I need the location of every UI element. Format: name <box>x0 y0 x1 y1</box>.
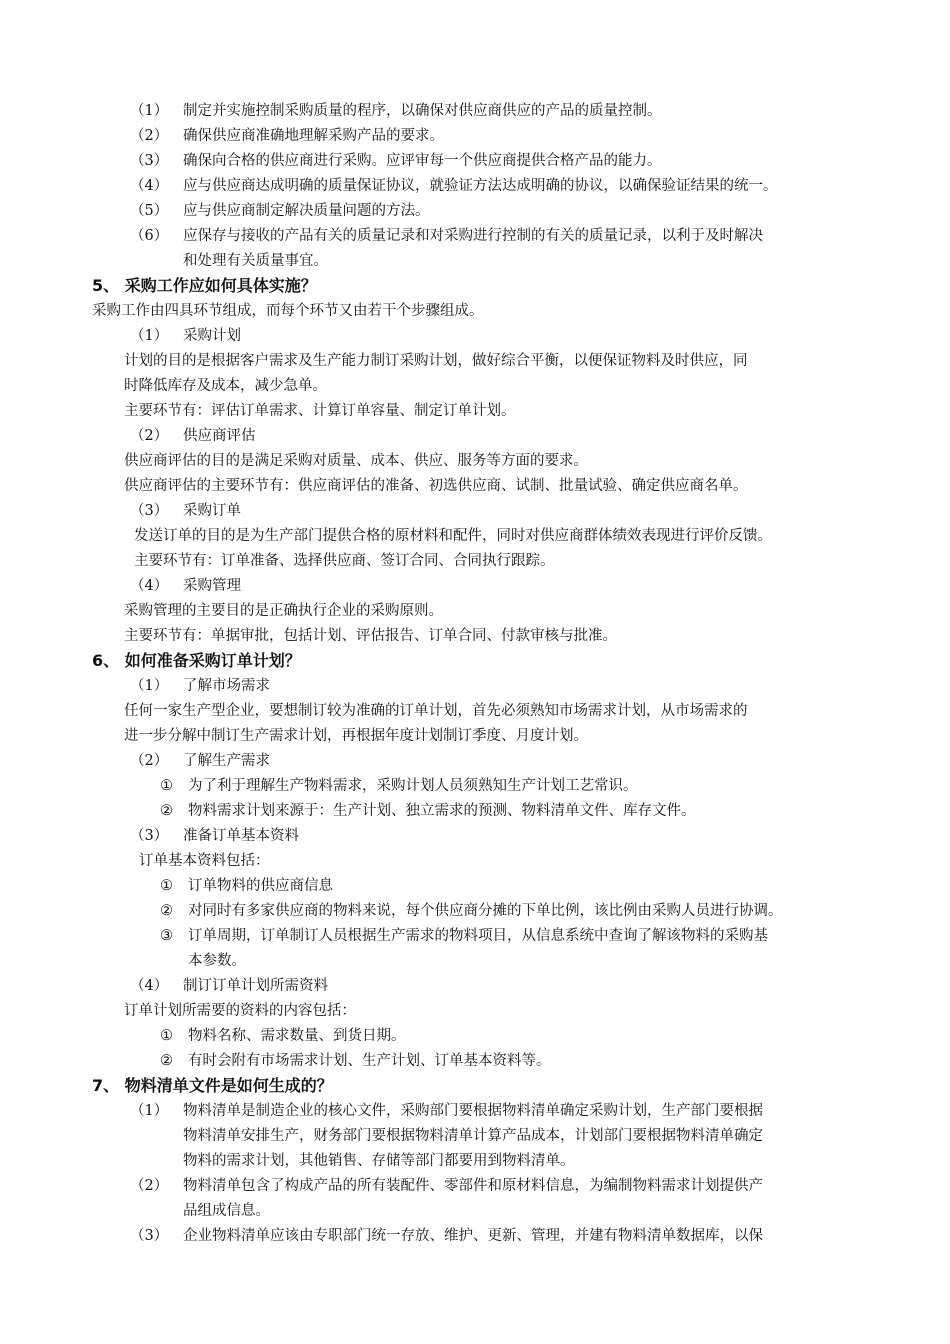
paragraph: 采购管理的主要目的是正确执行企业的采购原则。 <box>124 603 443 619</box>
list-number: （2） <box>130 1178 169 1194</box>
circled-number: ② <box>160 803 173 819</box>
sub-number: （3） <box>130 828 169 844</box>
list-number: （1） <box>130 1103 169 1119</box>
list-item-text-cont: 本参数。 <box>188 953 246 969</box>
sub-title: 准备订单基本资料 <box>183 828 299 844</box>
sub-title: 了解生产需求 <box>183 753 270 769</box>
list-item-text-cont: 物料的需求计划，其他销售、存储等部门都要用到物料清单。 <box>183 1153 575 1169</box>
list-item-text: 对同时有多家供应商的物料来说，每个供应商分摊的下单比例，该比例由采购人员进行协调。 <box>188 903 783 919</box>
paragraph: 时降低库存及成本，减少急单。 <box>124 378 327 394</box>
sub-title: 采购管理 <box>183 578 241 594</box>
sub-number: （4） <box>130 978 169 994</box>
list-item-text: 有时会附有市场需求计划、生产计划、订单基本资料等。 <box>188 1053 551 1069</box>
list-item-text-cont: 品组成信息。 <box>183 1203 270 1219</box>
sub-title: 采购订单 <box>183 503 241 519</box>
list-item-text: 制定并实施控制采购质量的程序，以确保对供应商供应的产品的质量控制。 <box>183 103 662 119</box>
circled-number: ③ <box>160 928 173 944</box>
list-number: （3） <box>130 153 169 169</box>
circled-number: ② <box>160 903 173 919</box>
list-number: （6） <box>130 228 169 244</box>
sub-title: 采购计划 <box>183 328 241 344</box>
circled-number: ① <box>160 1028 173 1044</box>
sub-title: 制订订单计划所需资料 <box>183 978 328 994</box>
list-item-text: 应与供应商制定解决质量问题的方法。 <box>183 203 430 219</box>
sub-title: 供应商评估 <box>183 428 256 444</box>
list-item-text: 应保存与接收的产品有关的质量记录和对采购进行控制的有关的质量记录，以利于及时解决 <box>183 228 763 244</box>
list-item-text: 物料需求计划来源于：生产计划、独立需求的预测、物料清单文件、库存文件。 <box>188 803 696 819</box>
paragraph: 主要环节有：订单准备、选择供应商、签订合同、合同执行跟踪。 <box>134 553 555 569</box>
section-heading: 5、 采购工作应如何具体实施？ <box>92 276 317 295</box>
paragraph: 主要环节有：单据审批，包括计划、评估报告、订单合同、付款审核与批准。 <box>124 628 617 644</box>
list-item-text-cont: 物料清单安排生产，财务部门要根据物料清单计算产品成本，计划部门要根据物料清单确定 <box>183 1128 763 1144</box>
list-number: （3） <box>130 1228 169 1244</box>
list-item-text: 应与供应商达成明确的质量保证协议，就验证方法达成明确的协议，以确保验证结果的统一。 <box>183 178 778 194</box>
list-item-text: 订单物料的供应商信息 <box>188 878 333 894</box>
list-number: （4） <box>130 178 169 194</box>
sub-number: （2） <box>130 753 169 769</box>
sub-number: （3） <box>130 503 169 519</box>
list-item-text: 物料名称、需求数量、到货日期。 <box>188 1028 406 1044</box>
list-item-text: 企业物料清单应该由专职部门统一存放、维护、更新、管理，并建有物料清单数据库，以保 <box>183 1228 763 1244</box>
paragraph: 任何一家生产型企业，要想制订较为准确的订单计划，首先必须熟知市场需求计划，从市场需求的 <box>124 703 748 719</box>
list-item-text: 为了利于理解生产物料需求，采购计划人员须熟知生产计划工艺常识。 <box>188 778 638 794</box>
paragraph: 订单基本资料包括： <box>139 853 270 869</box>
list-item-text: 订单周期，订单制订人员根据生产需求的物料项目，从信息系统中查询了解该物料的采购基 <box>188 928 768 944</box>
list-item-text: 确保供应商准确地理解采购产品的要求。 <box>183 128 444 144</box>
sub-title: 了解市场需求 <box>183 678 270 694</box>
sub-number: （1） <box>130 678 169 694</box>
paragraph: 订单计划所需要的资料的内容包括： <box>124 1003 356 1019</box>
list-number: （1） <box>130 103 169 119</box>
sub-number: （1） <box>130 328 169 344</box>
circled-number: ② <box>160 1053 173 1069</box>
paragraph: 采购工作由四具环节组成，而每个环节又由若干个步骤组成。 <box>92 303 484 319</box>
paragraph: 发送订单的目的是为生产部门提供合格的原材料和配件，同时对供应商群体绩效表现进行评价反馈。 <box>134 528 772 544</box>
sub-number: （2） <box>130 428 169 444</box>
list-item-text: 物料清单包含了构成产品的所有装配件、零部件和原材料信息，为编制物料需求计划提供产 <box>183 1178 763 1194</box>
circled-number: ① <box>160 878 173 894</box>
list-number: （2） <box>130 128 169 144</box>
section-heading: 7、 物料清单文件是如何生成的？ <box>92 1076 333 1095</box>
list-item-text-cont: 和处理有关质量事宜。 <box>183 253 328 269</box>
sub-number: （4） <box>130 578 169 594</box>
list-item-text: 确保向合格的供应商进行采购。应评审每一个供应商提供合格产品的能力。 <box>183 153 662 169</box>
paragraph: 进一步分解中制订生产需求计划，再根据年度计划制订季度、月度计划。 <box>124 728 588 744</box>
paragraph: 供应商评估的主要环节有：供应商评估的准备、初选供应商、试制、批量试验、确定供应商名单。 <box>124 478 748 494</box>
paragraph: 供应商评估的目的是满足采购对质量、成本、供应、服务等方面的要求。 <box>124 453 588 469</box>
section-heading: 6、 如何准备采购订单计划？ <box>92 651 301 670</box>
list-item-text: 物料清单是制造企业的核心文件，采购部门要根据物料清单确定采购计划，生产部门要根据 <box>183 1103 763 1119</box>
list-number: （5） <box>130 203 169 219</box>
paragraph: 主要环节有：评估订单需求、计算订单容量、制定订单计划。 <box>124 403 516 419</box>
circled-number: ① <box>160 778 173 794</box>
paragraph: 计划的目的是根据客户需求及生产能力制订采购计划，做好综合平衡，以便保证物料及时供应，同 <box>124 353 748 369</box>
